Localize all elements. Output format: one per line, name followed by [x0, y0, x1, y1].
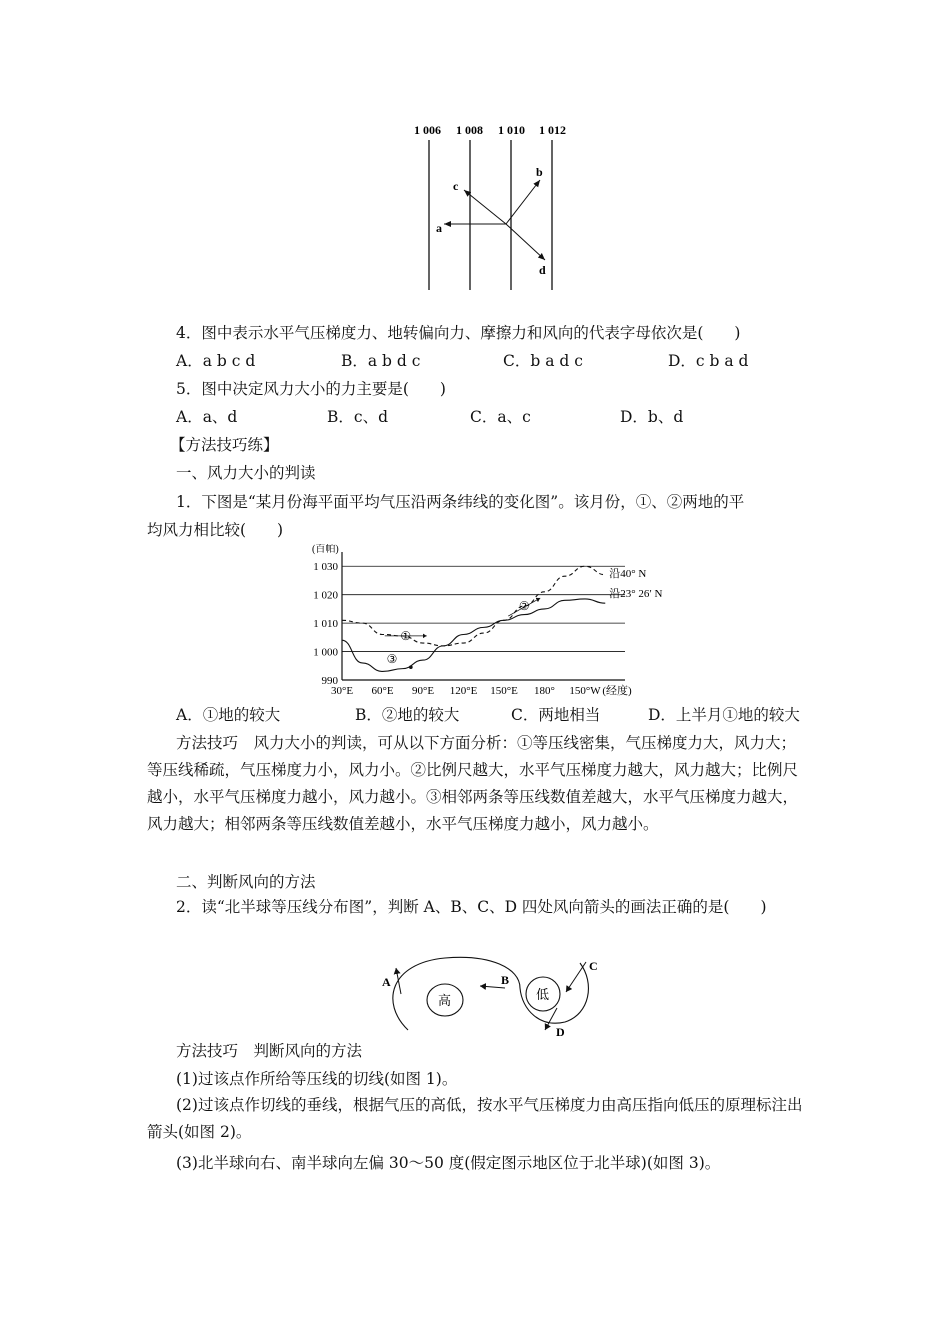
x-tick-label: 30°E — [330, 685, 354, 697]
isobar-label-1012: 1 012 — [539, 123, 566, 137]
x-tick-label: 90°E — [411, 685, 435, 697]
q4-option-a[interactable]: A．a b c d — [176, 352, 256, 370]
method-tip-2-title: 方法技巧 判断风向的方法 — [176, 1042, 363, 1060]
q1-option-a[interactable]: A．①地的较大 — [176, 706, 281, 724]
series-label-1: 沿40° N — [609, 567, 647, 580]
q2-stem: 2．读“北半球等压线分布图”，判断 A、B、C、D 四处风向箭头的画法正确的是( ) — [176, 898, 767, 916]
q4-option-d[interactable]: D．c b a d — [668, 352, 749, 370]
method-tip-2-step2-block — [147, 1092, 807, 1146]
low-label: 低 — [536, 987, 550, 1002]
x-tick-label: 150°E — [490, 685, 518, 697]
high-label: 高 — [438, 993, 452, 1008]
q5-option-d[interactable]: D．b、d — [620, 408, 684, 426]
subsection-1-title: 一、风力大小的判读 — [176, 464, 316, 482]
label-a: A — [382, 975, 391, 989]
q4-stem: 4．图中表示水平气压梯度力、地转偏向力、摩擦力和风向的代表字母依次是( ) — [176, 324, 741, 342]
q1-option-c[interactable]: C．两地相当 — [511, 706, 601, 724]
method-tip-1 — [147, 730, 807, 838]
series-label-2: 沿23° 26′ N — [609, 588, 663, 601]
x-tick-label: 120°E — [449, 685, 478, 697]
section-title: 【方法技巧练】 — [170, 436, 279, 454]
y-tick-label: 1 010 — [313, 618, 338, 631]
q2-stem-block — [147, 894, 807, 921]
y-tick-label: 1 030 — [313, 561, 338, 574]
method-tip-2-step1: (1)过该点作所给等压线的切线(如图 1)。 — [176, 1070, 458, 1088]
q5-option-a[interactable]: A．a、d — [176, 408, 238, 426]
q1-option-d[interactable]: D．上半月①地的较大 — [648, 706, 800, 724]
marker-1: ① — [400, 628, 412, 643]
vector-label-d: d — [539, 263, 546, 277]
marker-2: ② — [518, 599, 530, 614]
marker-3: ③ — [386, 651, 398, 666]
outer-isobar — [393, 957, 589, 1030]
series-line-2 — [342, 599, 605, 672]
method-tip-1-text: 方法技巧 风力大小的判读，可从以下方面分析：①等压线密集，气压梯度力大，风力大；等压线稀疏，气压梯度力小，风力小。②比例尺越大，水平气压梯度力越大，风力越大；比例尺越小，水平气压梯度力越小，风力越小。③相邻两条等压线数值差越大，水平气压梯度力越大，风力越大；相邻两条等压线数值差越小，水平气压梯度力越小，风力越小。 — [147, 734, 799, 833]
pressure-line-chart — [300, 544, 680, 704]
q1-stem-2: 均风力相比较( ) — [147, 521, 284, 539]
arrow-a — [396, 968, 401, 994]
vector-label-b: b — [536, 165, 543, 179]
series-line-1 — [342, 566, 605, 646]
x-tick-label: 60°E — [371, 685, 394, 697]
isobar-label-1006: 1 006 — [414, 123, 441, 137]
northern-hemisphere-isobar-figure — [370, 948, 620, 1038]
label-d: D — [556, 1025, 565, 1038]
y-axis-label: (百帕) — [312, 544, 339, 555]
method-tip-2-step2: (2)过该点作切线的垂线，根据气压的高低，按水平气压梯度力由高压指向低压的原理标注出箭头(如图 2)。 — [147, 1096, 803, 1141]
isobar-force-figure — [400, 118, 600, 298]
vector-label-a: a — [436, 221, 442, 235]
marker-3-dot — [409, 665, 413, 669]
subsection-2-title: 二、判断风向的方法 — [176, 873, 316, 891]
x-tick-label: 180° — [534, 685, 555, 697]
q5-option-c[interactable]: C．a、c — [470, 408, 531, 426]
isobar-label-1008: 1 008 — [456, 123, 483, 137]
vector-label-c: c — [453, 179, 459, 193]
x-tick-label: 150°W — [569, 685, 601, 697]
q4-option-b[interactable]: B．a b d c — [341, 352, 421, 370]
y-tick-label: 1 000 — [313, 646, 338, 659]
method-tip-2-step3: (3)北半球向右、南半球向左偏 30～50 度(假定图示地区位于北半球)(如图 3)。 — [176, 1154, 721, 1172]
vector-d — [506, 224, 545, 260]
y-tick-label: 1 020 — [313, 589, 338, 602]
q5-option-b[interactable]: B．c、d — [327, 408, 388, 426]
arrow-c — [566, 962, 586, 992]
q5-stem: 5．图中决定风力大小的力主要是( ) — [176, 380, 446, 398]
isobar-label-1010: 1 010 — [498, 123, 525, 137]
label-c: C — [589, 959, 598, 973]
y-tick-label: 990 — [321, 675, 338, 687]
label-b: B — [501, 973, 510, 987]
q4-option-c[interactable]: C．b a d c — [503, 352, 583, 370]
q1-option-b[interactable]: B．②地的较大 — [355, 706, 460, 724]
x-axis-label: (经度) — [602, 685, 632, 697]
q1-stem-1: 1．下图是“某月份海平面平均气压沿两条纬线的变化图”。该月份，①、②两地的平 — [176, 493, 745, 511]
